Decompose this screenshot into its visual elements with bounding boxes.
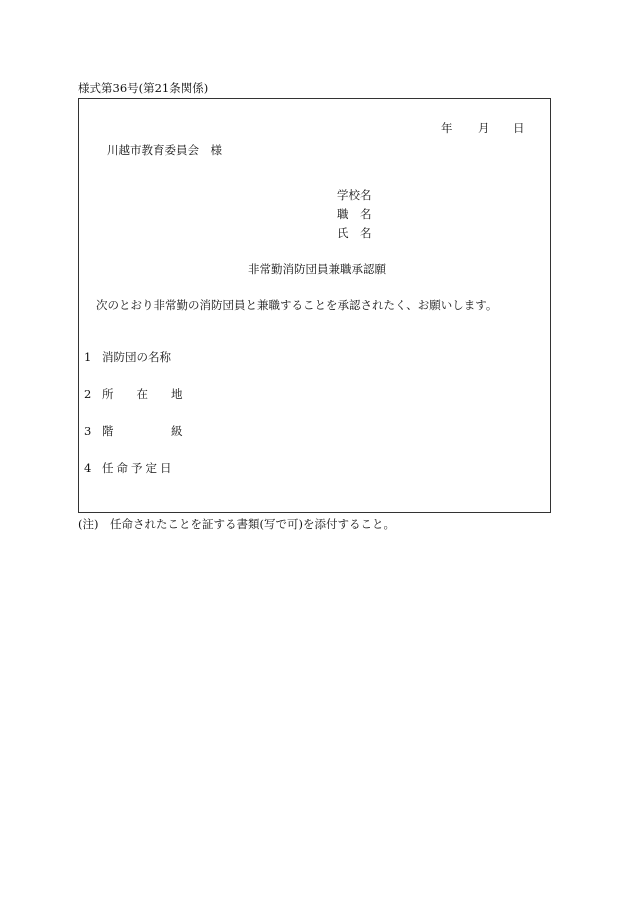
- item-label: 消防団の名称: [102, 350, 171, 364]
- date-year: 年: [441, 121, 453, 135]
- item-number: 4: [84, 461, 92, 475]
- applicant-school-name: 学校名: [337, 188, 372, 202]
- footnote: (注) 任命されたことを証する書類(写で可)を添付すること。: [78, 517, 395, 531]
- applicant-name: 氏 名: [337, 226, 372, 240]
- date-day: 日: [513, 121, 525, 135]
- form-number: 様式第36号(第21条関係): [78, 81, 209, 95]
- item-label: 所 在 地: [102, 387, 183, 401]
- item-label: 階 級: [102, 424, 183, 438]
- date-month: 月: [478, 121, 490, 135]
- request-text: 次のとおり非常勤の消防団員と兼職することを承認されたく、お願いします。: [96, 298, 498, 312]
- document-title: 非常勤消防団員兼職承認願: [248, 262, 386, 276]
- item-number: 3: [84, 424, 92, 438]
- item-number: 1: [84, 350, 92, 364]
- addressee: 川越市教育委員会 様: [107, 143, 222, 157]
- item-label: 任命予定日: [102, 461, 175, 475]
- applicant-position: 職 名: [337, 207, 372, 221]
- item-number: 2: [84, 387, 92, 401]
